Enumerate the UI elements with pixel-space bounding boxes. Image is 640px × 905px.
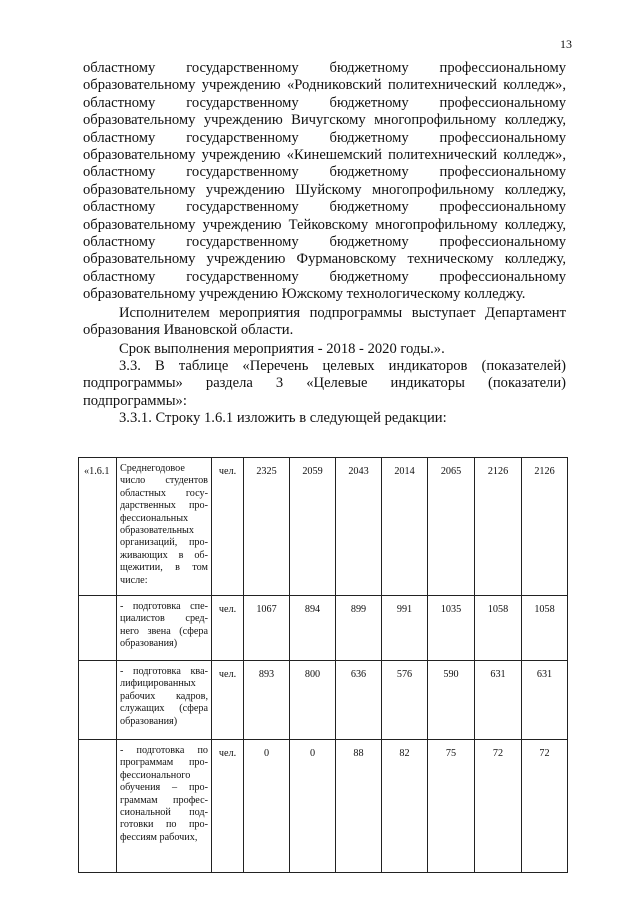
row-name: Среднегодовое число студентов областных госу-дарственных про-фессиональных образовательных организаций, про-живающих в об-щежитии, в том числе: [117,458,212,596]
row-value: 72 [475,740,522,873]
table-row [79,596,568,661]
row-value: 2126 [475,458,522,596]
row-unit: чел. [212,596,244,661]
row-value: 991 [382,596,428,661]
table-row [79,661,568,740]
row-value: 576 [382,661,428,740]
row-unit: чел. [212,740,244,873]
row-code [79,740,117,873]
row-value: 1067 [244,596,290,661]
row-name: - подготовка ква-лифицированных рабочих кадров, служащих (сфера образования) [117,661,212,740]
row-value: 894 [290,596,336,661]
table-row [79,458,568,596]
row-value: 2014 [382,458,428,596]
row-value: 1058 [475,596,522,661]
paragraph-3-3-1: 3.3.1. Строку 1.6.1 изложить в следующей редакции: [119,410,447,427]
row-value: 800 [290,661,336,740]
row-value: 590 [428,661,475,740]
row-unit: чел. [212,661,244,740]
table-row [79,740,568,873]
row-value: 75 [428,740,475,873]
row-name: - подготовка спе-циалистов сред-него звена (сфера образования) [117,596,212,661]
row-value: 82 [382,740,428,873]
row-value: 2065 [428,458,475,596]
paragraph-3-3: 3.3. В таблице «Перечень целевых индикаторов (показателей) подпрограммы» раздела 3 «Целевые индикаторы (показатели) подпрограммы»: [83,357,566,409]
row-value: 631 [475,661,522,740]
row-value: 899 [336,596,382,661]
row-value: 0 [244,740,290,873]
row-code [79,661,117,740]
row-value: 1035 [428,596,475,661]
indicators-table [78,457,568,873]
page-number: 13 [560,37,572,51]
row-value: 2059 [290,458,336,596]
body-text [83,60,566,428]
row-value: 88 [336,740,382,873]
row-value: 2325 [244,458,290,596]
paragraph-deadline: Срок выполнения мероприятия - 2018 - 2020 годы.». [119,340,445,357]
paragraph-colleges: областному государственному бюджетному профессиональному образовательному учреждению «Родниковский политехнический колледж», областному государственному бюджетному профессиональному образовательному учреждению Вичугскому многопрофильному колледжу, областному государственному бюджетному профессиональному образовательному учреждению «Кинешемский политехнический колледж», областному государственному бюджетному профессиональному образовательному учреждению Шуйскому многопрофильному колледжу, областному государственному бюджетному профессиональному образовательному учреждению Тейковскому многопрофильному колледжу, областному государственному бюджетному профессиональному образовательному учреждению Фурмановскому техническому колледжу, областному государственному бюджетному профессиональному образовательному учреждению Южскому технологическому колледжу. [83,60,566,303]
row-value: 631 [522,661,568,740]
row-unit: чел. [212,458,244,596]
row-code: «1.6.1 [79,458,117,596]
row-value: 0 [290,740,336,873]
row-name: - подготовка по программам про-фессионального обучения – про-граммам профес-сиональной под-готовки по про-фессиям рабочих, [117,740,212,873]
row-value: 1058 [522,596,568,661]
row-value: 72 [522,740,568,873]
row-value: 636 [336,661,382,740]
paragraph-executor: Исполнителем мероприятия подпрограммы выступает Департамент образования Ивановской области. [83,304,566,339]
row-value: 2043 [336,458,382,596]
row-value: 893 [244,661,290,740]
row-code [79,596,117,661]
row-value: 2126 [522,458,568,596]
